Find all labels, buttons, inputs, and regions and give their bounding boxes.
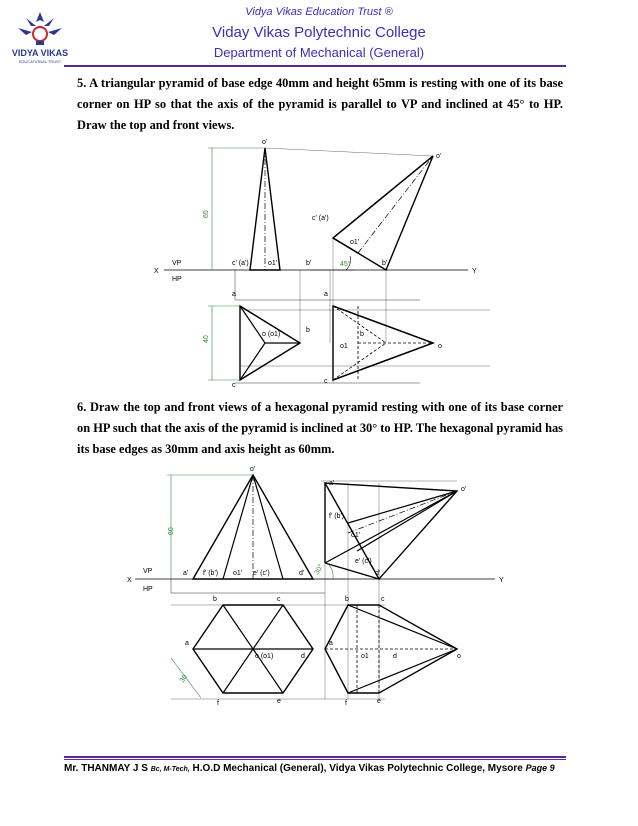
author-name: Mr. THANMAY J S xyxy=(64,763,148,774)
label: b' xyxy=(382,260,388,267)
hp-label: HP xyxy=(172,276,182,283)
logo-subtext: EDUCATIONAL TRUST xyxy=(18,59,62,64)
label: a xyxy=(324,291,328,298)
label: o (o1) xyxy=(255,653,274,660)
label: e xyxy=(277,698,281,705)
label: o1 xyxy=(361,653,369,660)
label: a' xyxy=(183,570,189,577)
height-dimension: 65 xyxy=(203,210,210,218)
label: a xyxy=(329,640,333,647)
label: f xyxy=(217,700,219,707)
label: c xyxy=(232,382,236,389)
label: f' (b') xyxy=(329,513,345,520)
angle-label: 30° xyxy=(313,563,326,576)
angle-label: 45° xyxy=(340,261,351,268)
trust-name: Vidya Vikas Education Trust ® xyxy=(245,6,393,18)
department-name: Department of Mechanical (General) xyxy=(213,45,425,60)
label: b xyxy=(306,327,310,334)
author-qualifications: Bc, M-Tech, xyxy=(150,766,190,773)
label: o xyxy=(457,653,461,660)
label: f' (b') xyxy=(203,570,219,577)
label: e xyxy=(377,698,381,705)
hp-label: HP xyxy=(143,586,153,593)
label: o' xyxy=(436,153,442,160)
label: c' (a') xyxy=(232,260,249,267)
question-5: 5. A triangular pyramid of base edge 40mm and height 65mm is resting with one of its base corner on HP so that the axis of the pyramid is parallel to VP and inclined at 45° to HP. Draw the top and front views. xyxy=(77,76,563,132)
x-label: X xyxy=(127,577,132,584)
footer-rule xyxy=(64,756,566,758)
label: o1' xyxy=(233,570,243,577)
label: o1' xyxy=(268,260,278,267)
label: a xyxy=(185,640,189,647)
author-designation: H.O.D Mechanical (General), Vidya Vikas Polytechnic College, Mysore xyxy=(192,763,523,774)
page-number: Page 9 xyxy=(525,763,555,773)
page-footer xyxy=(64,763,574,774)
vp-label: VP xyxy=(172,260,182,267)
label: o1 xyxy=(340,343,348,350)
college-name: Viday Vikas Polytechnic College xyxy=(212,24,426,41)
label: b xyxy=(345,596,349,603)
label: o' xyxy=(461,486,467,493)
label: o (o1) xyxy=(262,331,281,338)
header-rule xyxy=(64,65,566,67)
height-dimension: 60 xyxy=(168,527,175,535)
edge-dimension: 30 xyxy=(178,673,190,685)
page-header xyxy=(0,0,638,68)
label: d' xyxy=(299,570,305,577)
label: a' xyxy=(329,480,335,487)
label: o1' xyxy=(351,532,361,539)
label: o xyxy=(438,343,442,350)
question-6: 6. Draw the top and front views of a hexagonal pyramid resting with one of its base corner on HP such that the axis of the pyramid is inclined at 30° to HP. The hexagonal pyramid has its base edges as 30mm and axis height as 60mm. xyxy=(77,400,563,456)
label: e' (c') xyxy=(355,558,372,565)
label: o' xyxy=(250,466,256,473)
label: d xyxy=(393,653,397,660)
label: a xyxy=(232,291,236,298)
base-dimension: 40 xyxy=(203,335,210,343)
label: d xyxy=(301,653,305,660)
y-label: Y xyxy=(499,577,504,584)
vp-label: VP xyxy=(143,568,153,575)
label: e' (c') xyxy=(253,570,270,577)
y-label: Y xyxy=(472,268,477,275)
label: c xyxy=(381,596,385,603)
label: f xyxy=(345,700,347,707)
logo-text: VIDYA VIKAS xyxy=(11,48,69,58)
label: c xyxy=(324,378,328,385)
label: o1' xyxy=(350,239,360,246)
label: b xyxy=(360,331,364,338)
triangular-pyramid-drawing xyxy=(150,138,500,390)
label: d' xyxy=(375,570,381,577)
label: b xyxy=(213,596,217,603)
label: b' xyxy=(306,260,312,267)
footer-rule-thin xyxy=(64,759,566,760)
x-label: X xyxy=(154,268,159,275)
hexagonal-pyramid-drawing xyxy=(125,463,520,708)
label: o' xyxy=(262,139,268,146)
label: c xyxy=(277,596,281,603)
label: c' (a') xyxy=(312,215,329,222)
